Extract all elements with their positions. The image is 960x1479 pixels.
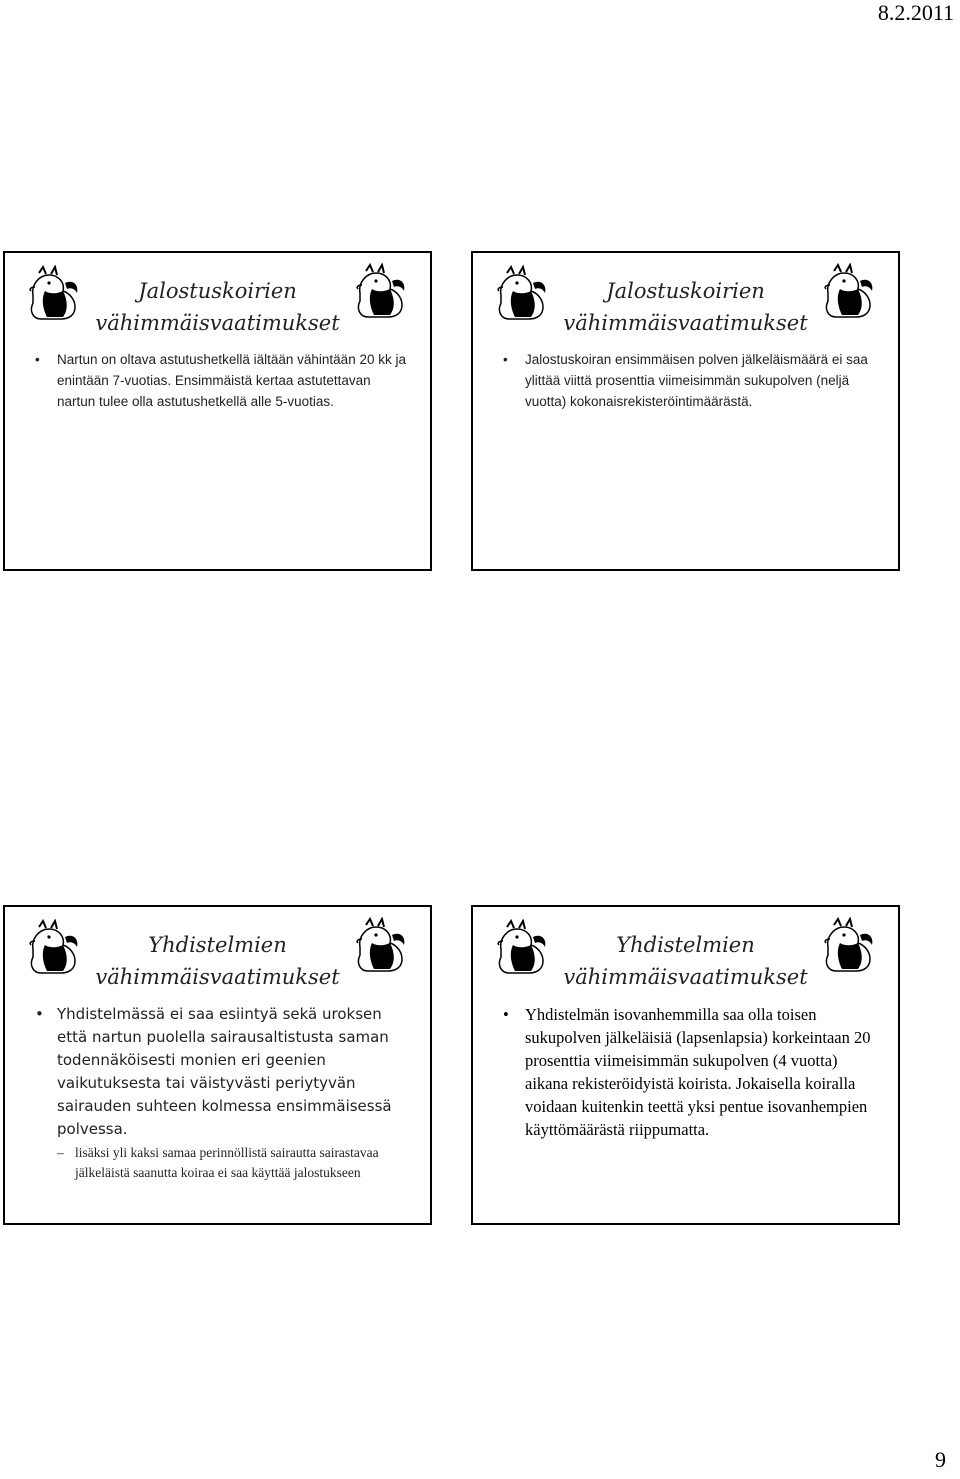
sub-bullet-list <box>57 1143 406 1183</box>
slide-title: Jalostuskoirien vähimmäisvaatimukset <box>95 279 340 335</box>
bullet-list <box>35 349 406 412</box>
dog-icon <box>352 917 410 973</box>
bullet-item: • Nartun on oltava astutushetkellä iältään vähintään 20 kk ja enintään 7-vuotias. Ensimmäistä kertaa astutettavan nartun tulee olla astutushetkellä alle 5-vuotias. <box>35 349 406 412</box>
dog-icon <box>820 917 878 973</box>
dog-icon <box>493 919 551 975</box>
bullet-list <box>35 1003 406 1183</box>
slide-title: Jalostuskoirien vähimmäisvaatimukset <box>563 279 808 335</box>
dog-icon <box>493 265 551 321</box>
slide-title: Yhdistelmien vähimmäisvaatimukset <box>95 933 340 989</box>
bullet-list <box>503 1003 874 1141</box>
slide-3 <box>3 905 432 1225</box>
dog-icon <box>25 919 83 975</box>
page-number: 9 <box>935 1447 946 1472</box>
slide-title: Yhdistelmien vähimmäisvaatimukset <box>563 933 808 989</box>
bullet-list <box>503 349 874 412</box>
slide-2 <box>471 251 900 571</box>
dog-icon <box>25 265 83 321</box>
bullet-item: • Yhdistelmässä ei saa esiintyä sekä uroksen että nartun puolella sairausaltistusta saman todennäköisesti monien eri geenien vaikutuksesta tai väistyvästi periytyvän sairauden suhteen kolmessa ensimmäisessä polvessa. – lisäksi yli kaksi samaa perinnöllistä sairautta sairastavaa jälkeläistä saanutta koiraa ei saa käyttää jalostukseen <box>35 1003 406 1183</box>
slide-4 <box>471 905 900 1225</box>
bullet-item: • Yhdistelmän isovanhemmilla saa olla toisen sukupolven jälkeläisiä (lapsenlapsia) korkeintaan 20 prosenttia viimeisimmän sukupolven (4 vuotta) aikana rekisteröidyistä koirista. Jokaisella koiralla voidaan kuitenkin teettä yksi pentue isovanhempien käyttömäärästä riippumatta. <box>503 1003 874 1141</box>
sub-bullet-item: – lisäksi yli kaksi samaa perinnöllistä sairautta sairastavaa jälkeläistä saanutta koiraa ei saa käyttää jalostukseen <box>57 1143 406 1183</box>
bullet-item: • Jalostuskoiran ensimmäisen polven jälkeläismäärä ei saa ylittää viittä prosenttia viimeisimmän sukupolven (neljä vuotta) kokonaisrekisteröintimäärästä. <box>503 349 874 412</box>
print-date: 8.2.2011 <box>877 0 954 25</box>
dog-icon <box>352 263 410 319</box>
dog-icon <box>820 263 878 319</box>
slide-1 <box>3 251 432 571</box>
